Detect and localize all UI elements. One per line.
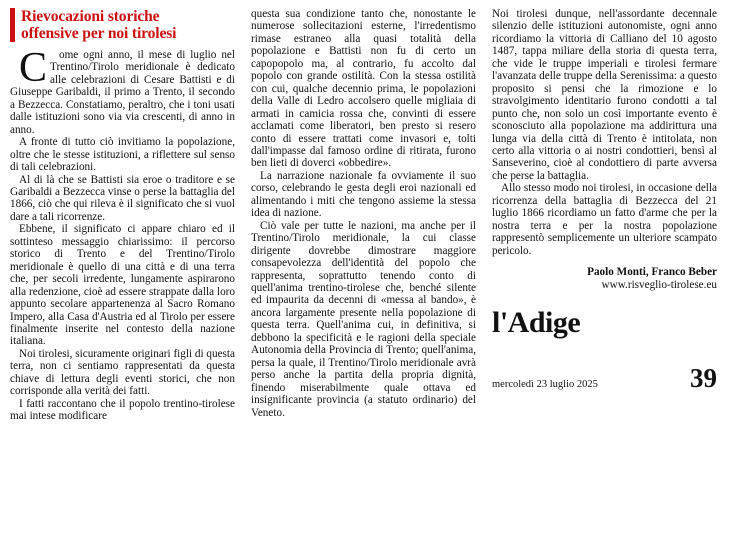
paragraph: I fatti raccontano che il popolo trentino-tirolese mai intese modificare [10,397,235,423]
paragraph: Ciò vale per tutte le nazioni, ma anche per il Trentino/Tirolo meridionale, la cui classe dirigente dovrebbe dimostrare maggiore consapevolezza dell'identità del popolo che rappresenta, soprattutto tenendo conto di quell'anima trentino-tirolese che, benché silente ed impaurita da decenni di «messa al bando», è ancora largamente presente nella popolazione di questa terra. Quell'anima cui, in definitiva, si debbono la specificità e le ragioni della speciale Autonomia della Provincia di Trento; quell'anima, persa la quale, il Trentino/Tirolo meridionale avrà perso anche la partita della propria dignità, finendo miserabilmente quale ottava ed insignificante provincia (a statuto ordinario) del Veneto. [251,219,476,419]
headline-line-1: Rievocazioni storiche [21,8,160,25]
page-title [21,8,176,42]
publication-date: mercoledì 23 luglio 2025 [492,379,598,391]
paragraph: Al di là che se Battisti sia eroe o traditore e se Garibaldi a Bezzecca vinse o perse la battaglia del 1866, ciò che qui rileva è il significato che si vuol dare a tali ricorrenze. [10,173,235,223]
article-columns [10,8,719,538]
byline: Paolo Monti, Franco Beber [587,266,717,279]
paragraph: A fronte di tutto ciò invitiamo la popolazione, oltre che le stesse istituzioni, a riflettere sul senso di tali celebrazioni. [10,136,235,174]
column-3 [492,8,717,538]
paragraph: Allo stesso modo noi tirolesi, in occasione della ricorrenza della battaglia di Bezzecca del 21 luglio 1866 ricordiamo un fatto d'arme che per la nostra terra e per la nostra popolazione rappresentò semplicemente un ulteriore scampato pericolo. [492,182,717,257]
website-link[interactable]: www.risveglio-tirolese.eu [601,279,717,292]
paragraph: Noi tirolesi, sicuramente originari figli di questa terra, non ci sentiamo rappresentati da questa chiave di lettura degli eventi storici, che non corrisponde alla verità dei fatti. [10,347,235,398]
paragraph: questa sua condizione tanto che, nonostante le numerose sollecitazioni esterne, l'irredentismo rimase estraneo alla quasi totalità della popolazione e Battisti non fu di certo un capopopolo ma, al contrario, fu accolto dal popolo con grande ostilità. Con la stessa ostilità con cui, qualche decennio prima, le popolazioni della Valle di Ledro accolsero quelle migliaia di armati in camicia rossa che, convinti di essere acclamati come liberatori, ben presto si resero conto di essere trattati come invasori e, tolti dall'impasse dal famoso ordine di ritirata, furono ben lieti di doverci «obbedire». [251,8,476,170]
paragraph: Noi tirolesi dunque, nell'assordante decennale silenzio delle istituzioni autonomiste, ogni anno ricordiamo la vittoria di Calliano del 10 agosto 1487, tappa miliare della storia di questa terra, che vide le truppe imperiali e tirolesi fermare l'avanzata delle truppe della Serenissima: a questo proposito si pensi che la rimozione e lo stravolgimento identitario furono condotti a tal punto che, non solo un così importante evento è sconosciuto alla popolazione ma addirittura una lunga via della città di Trento è intitolata, non certo alla vittoria o ai nostri condottieri, bensì al Sanseverino, cioè al condottiero di parte avversa che perse la battaglia. [492,8,717,182]
drop-cap: C [19,45,48,91]
headline-accent-bar [10,8,15,42]
paragraph: Ebbene, il significato ci appare chiaro ed il sottinteso messaggio chiarissimo: il percorso storico di Trento e del Trentino/Tirolo meridionale è quello di una città e di una terra che, per secoli irredente, lungamente aspirarono alla redenzione, cioè ad essere strappate dalla loro appunto secolare appartenenza al Sacro Romano Impero, alla Casa d'Austria ed al Tirolo per essere finalmente inserite nel contesto della nazione italiana. [10,223,235,348]
headline-line-2: offensive per noi tirolesi [21,25,177,42]
paragraph: La narrazione nazionale fa ovviamente il suo corso, celebrando le gesta degli eroi nazionali ed alimentando i miti che tengono assieme la stessa idea di nazione. [251,169,476,220]
paragraph-text: ome ogni anno, il mese di luglio nel Trentino/Tirolo meridionale è dedicato alle celebrazioni di Cesare Battisti e di Giuseppe Garibaldi, il primo a Trento, il secondo a Bezzecca. Constatiamo, peraltro, che i toni usati dalle istituzioni sono via via crescenti, di anno in anno. [10,49,235,136]
column-1 [10,8,235,538]
paragraph [10,45,235,136]
headline-block [10,8,235,42]
column-2 [251,8,476,538]
masthead-logo: l'Adige [492,306,581,340]
page-number: 39 [690,363,717,394]
footer [492,365,717,392]
